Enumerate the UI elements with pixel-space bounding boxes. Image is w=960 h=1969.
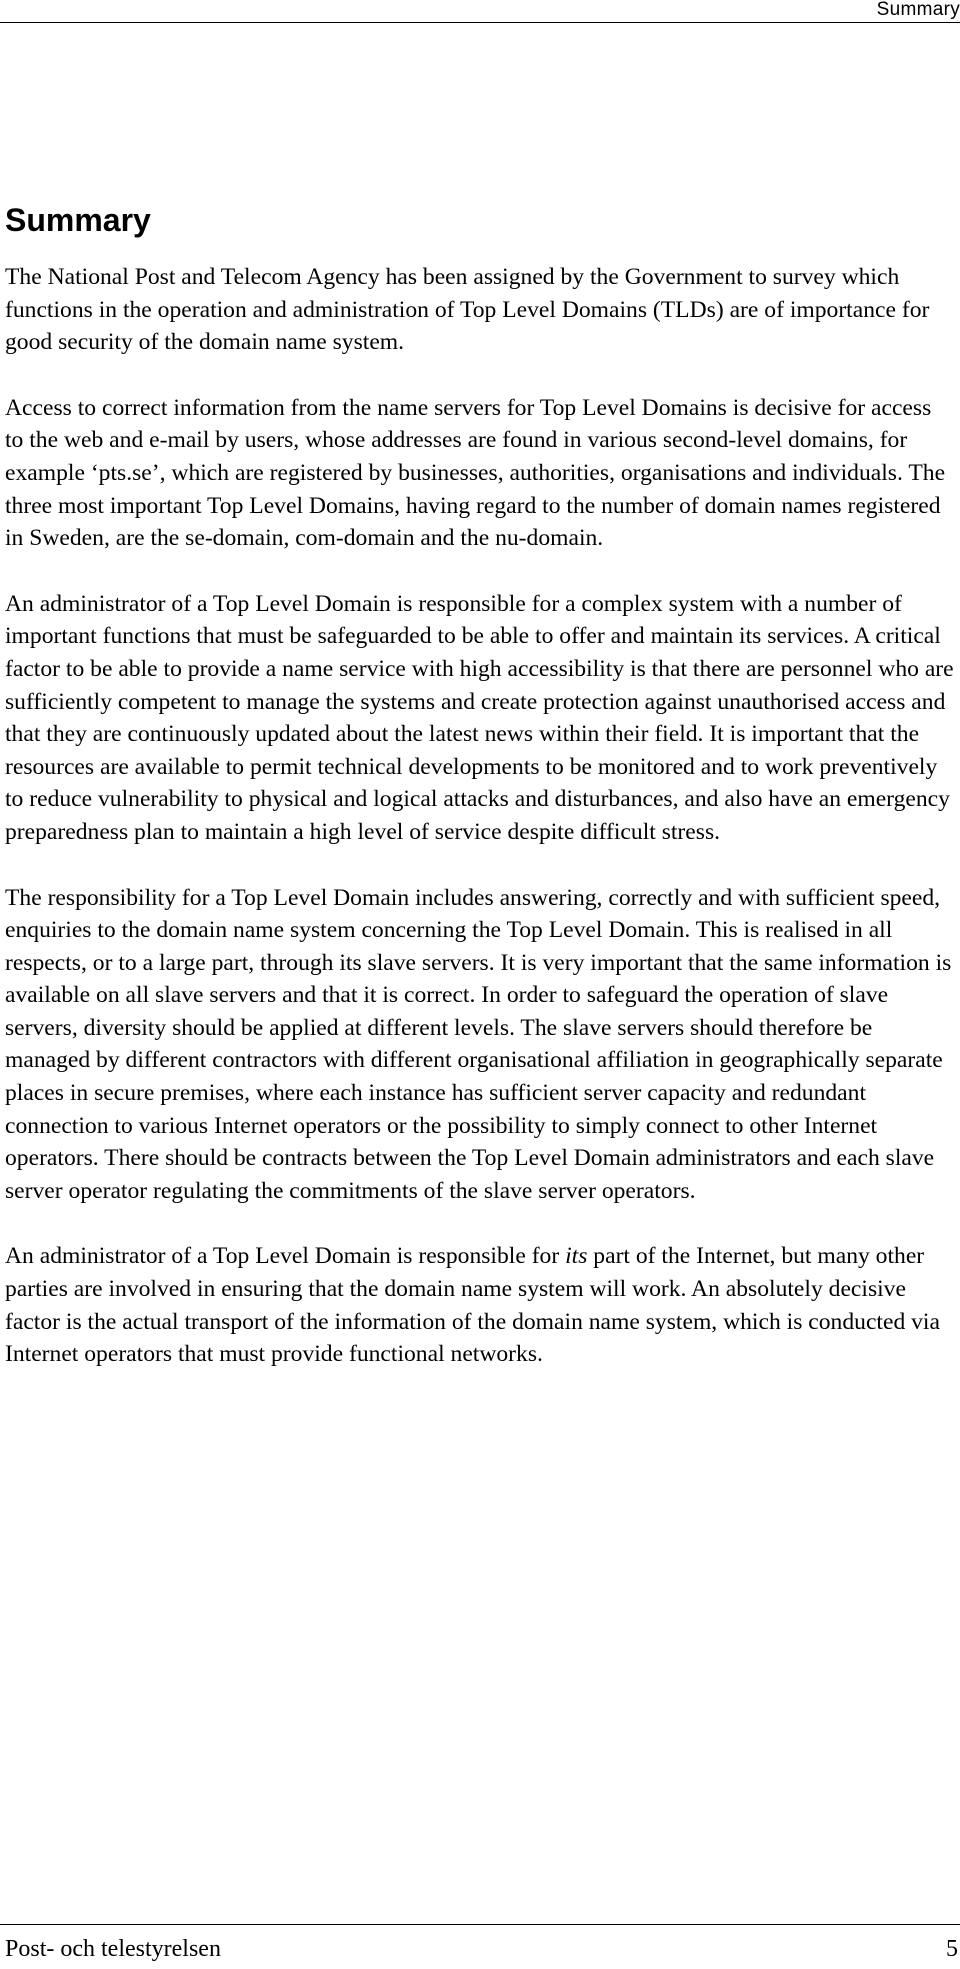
paragraph-2: Access to correct information from the name servers for Top Level Domains is decisive for access to the web and e-mail by users, whose addresses are found in various second-level domains, for example ‘pts.se’, which are registered by businesses, authorities, organisations and individuals. The three most important Top Level Domains, having regard to the number of domain names registered in Sweden, are the se-domain, com-domain and the nu-domain. bbox=[5, 394, 946, 552]
page-number: 5 bbox=[946, 1936, 958, 1962]
running-header-title: Summary bbox=[876, 0, 960, 20]
paragraph-5-end: part of the Internet, but many other parties are involved in ensuring that the domain name system will work. An absolutely decisive factor is the actual transport of the information of the domain name system, which is conducted via Internet operators that must provide functional networks. bbox=[5, 1243, 940, 1368]
footer-organisation: Post- och telestyrelsen bbox=[5, 1936, 221, 1962]
running-header bbox=[0, 0, 960, 23]
paragraph-3: An administrator of a Top Level Domain is responsible for a complex system with a number of important functions that must be safeguarded to be able to offer and maintain its services. A critical factor to be able to provide a name service with high accessibility is that there are personnel who are sufficiently competent to manage the systems and create protection against unauthorised access and that they are continuously updated about the latest news within their field. It is important that the resources are available to permit technical developments to be monitored and to work preventively to reduce vulnerability to physical and logical attacks and disturbances, and also have an emergency preparedness plan to maintain a high level of service despite difficult stress. bbox=[5, 590, 954, 845]
paragraph-4: The responsibility for a Top Level Domain includes answering, correctly and with sufficient speed, enquiries to the domain name system concerning the Top Level Domain. This is realised in all respects, or to a large part, through its slave servers. It is very important that the same information is available on all slave servers and that it is correct. In order to safeguard the operation of slave servers, diversity should be applied at different levels. The slave servers should therefore be managed by different contractors with different organisational affiliation in geographically separate places in secure premises, where each instance has sufficient server capacity and redundant connection to various Internet operators or the possibility to simply connect to other Internet operators. There should be contracts between the Top Level Domain administrators and each slave server operator regulating the commitments of the slave server operators. bbox=[5, 884, 952, 1204]
paragraph-5-start: An administrator of a Top Level Domain is responsible for bbox=[5, 1243, 566, 1270]
running-footer bbox=[0, 1924, 960, 1969]
paragraph-1: The National Post and Telecom Agency has been assigned by the Government to survey which functions in the operation and administration of Top Level Domains (TLDs) are of importance for good security of the domain name system. bbox=[5, 264, 930, 356]
paragraph-5 bbox=[5, 1240, 955, 1370]
document-body bbox=[5, 261, 955, 1404]
page-title: Summary bbox=[5, 202, 151, 238]
paragraph-5-emphasis: its bbox=[565, 1243, 588, 1270]
